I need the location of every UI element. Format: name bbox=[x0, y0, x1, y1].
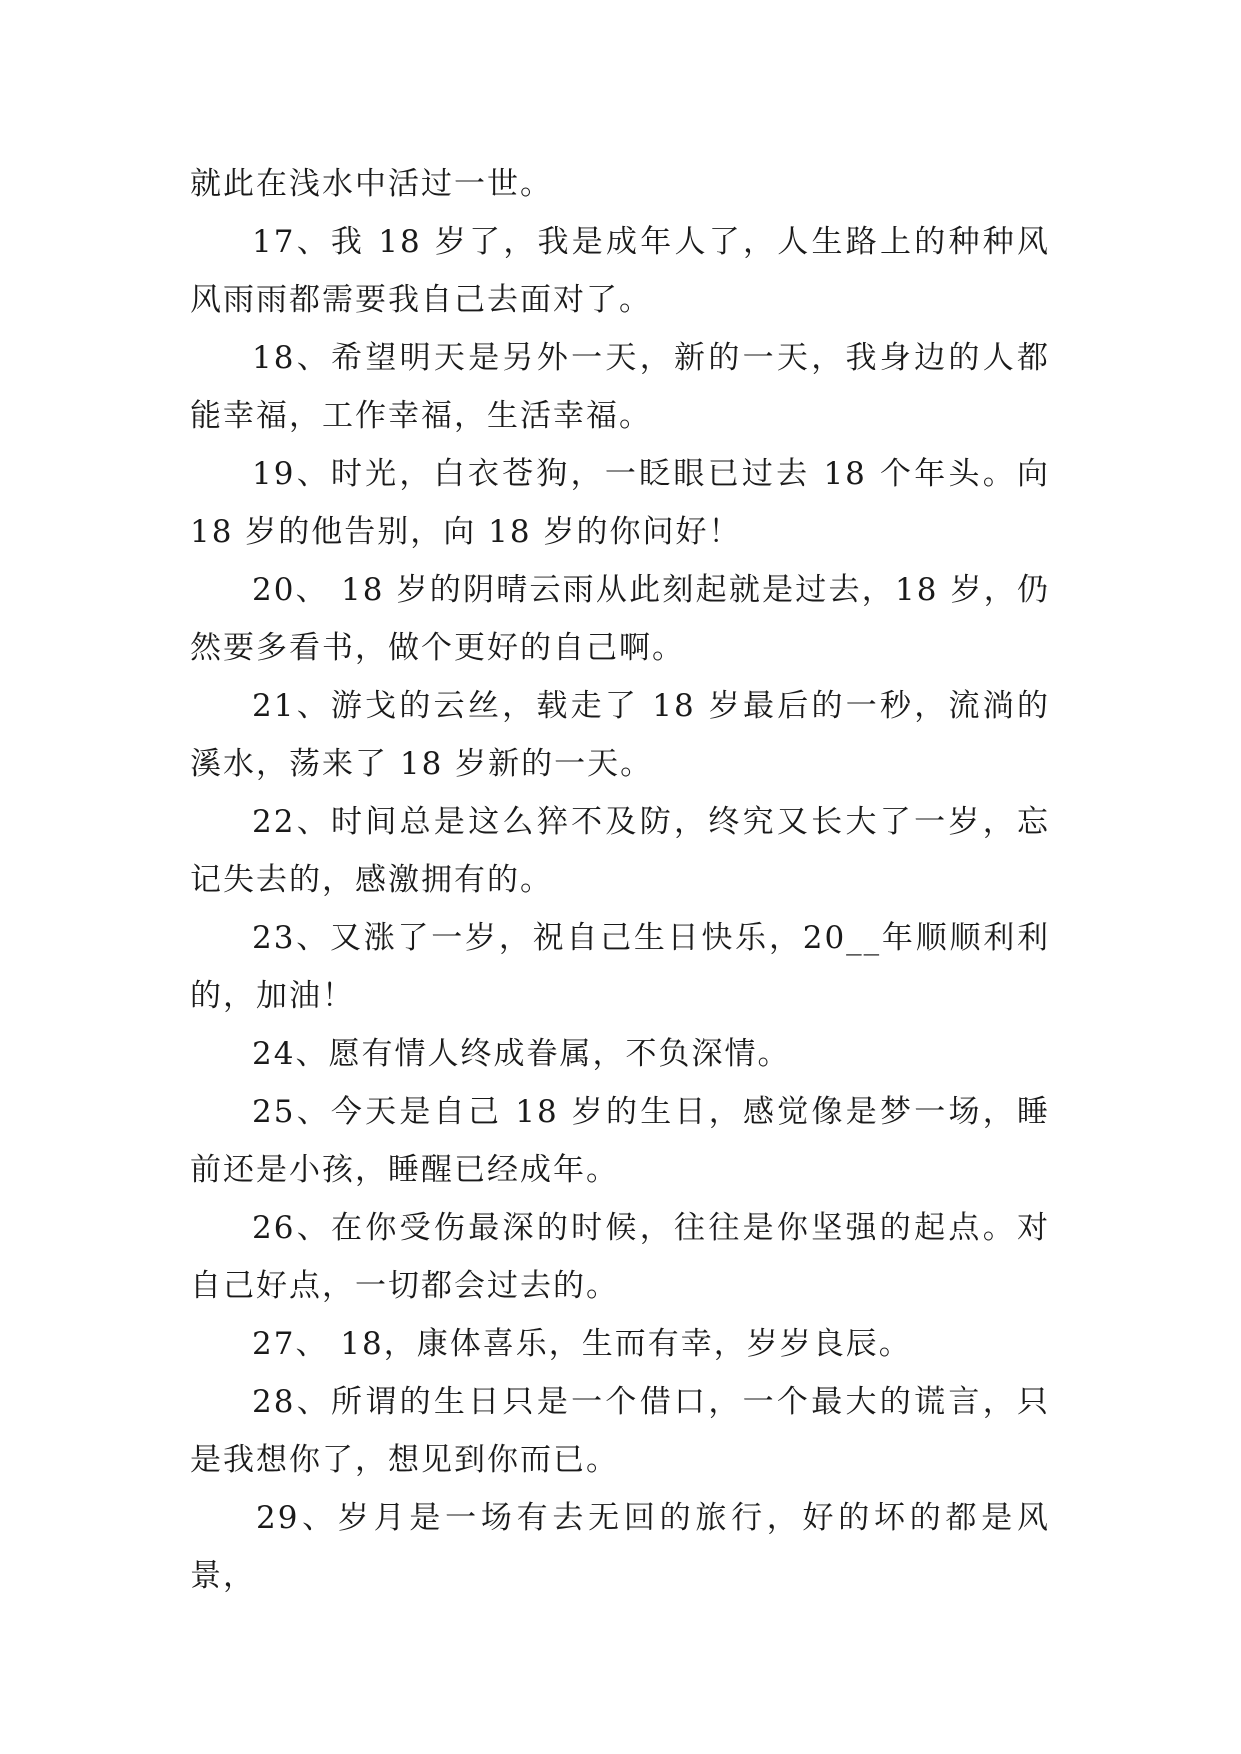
paragraph-21: 21、游戈的云丝，载走了 18 岁最后的一秒，流淌的溪水，荡来了 18 岁新的一天。 bbox=[190, 688, 1050, 782]
paragraph-20: 20、 18 岁的阴晴云雨从此刻起就是过去，18 岁，仍然要多看书，做个更好的自己啊。 bbox=[190, 572, 1050, 666]
paragraph-24: 24、愿有情人终成眷属，不负深情。 bbox=[252, 1036, 791, 1072]
paragraph-25: 25、今天是自己 18 岁的生日，感觉像是梦一场，睡前还是小孩，睡醒已经成年。 bbox=[190, 1094, 1050, 1188]
paragraph-27: 27、 18，康体喜乐，生而有幸，岁岁良辰。 bbox=[252, 1326, 912, 1362]
paragraph-19: 19、时光，白衣苍狗，一眨眼已过去 18 个年头。向 18 岁的他告别，向 18 岁的你问好！ bbox=[190, 456, 1050, 550]
paragraph-17: 17、我 18 岁了，我是成年人了，人生路上的种种风风雨雨都需要我自己去面对了。 bbox=[190, 224, 1050, 318]
paragraph-22: 22、时间总是这么猝不及防，终究又长大了一岁，忘记失去的，感激拥有的。 bbox=[190, 804, 1050, 898]
paragraph-29: 29、岁月是一场有去无回的旅行，好的坏的都是风景， bbox=[190, 1500, 1050, 1594]
paragraph-16-continued: 就此在浅水中活过一世。 bbox=[190, 166, 553, 202]
document-body bbox=[190, 155, 1050, 1605]
paragraph-18: 18、希望明天是另外一天，新的一天，我身边的人都能幸福，工作幸福，生活幸福。 bbox=[190, 340, 1050, 434]
paragraph-26: 26、在你受伤最深的时候，往往是你坚强的起点。对自己好点，一切都会过去的。 bbox=[190, 1210, 1050, 1304]
paragraph-23: 23、又涨了一岁，祝自己生日快乐，20__年顺顺利利的，加油！ bbox=[190, 920, 1050, 1014]
paragraph-28: 28、所谓的生日只是一个借口，一个最大的谎言，只是我想你了，想见到你而已。 bbox=[190, 1384, 1050, 1478]
